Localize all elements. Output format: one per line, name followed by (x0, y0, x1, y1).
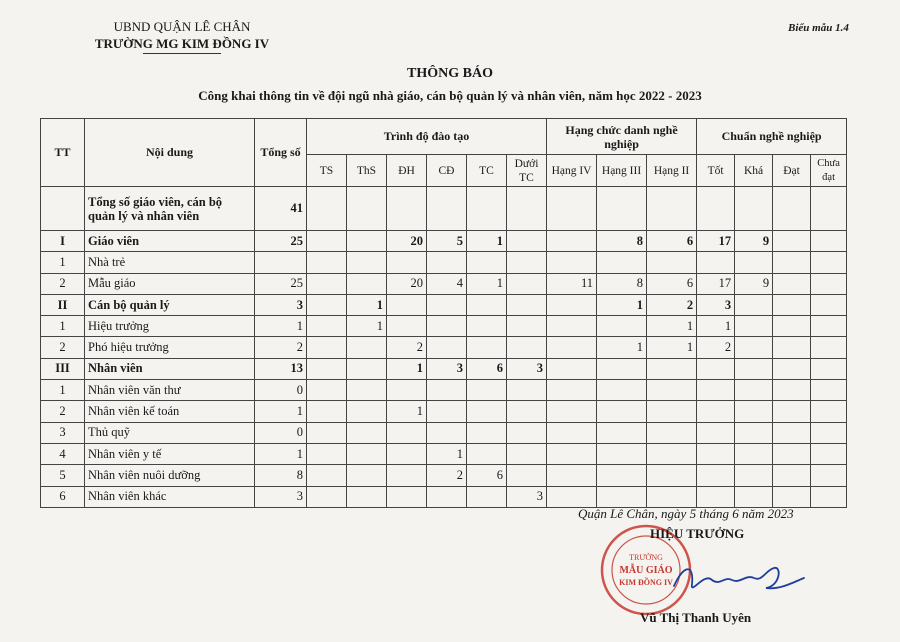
cell-dh: 1 (387, 358, 427, 379)
org-name: UBND QUẬN LÊ CHÂN (113, 19, 251, 34)
col-dh-header: ĐH (387, 155, 427, 187)
cell-tc (467, 294, 507, 315)
cell-tc: 6 (467, 358, 507, 379)
cell-h3 (597, 422, 647, 443)
signer-title: HIỆU TRƯỞNG (650, 526, 745, 541)
cell-ths (347, 252, 387, 273)
table-row (41, 187, 847, 231)
cell-content: Tổng số giáo viên, cán bộ quản lý và nhân viên (85, 187, 255, 231)
cell-tc: 6 (467, 465, 507, 486)
cell-dh (387, 422, 427, 443)
cell-cd (427, 486, 467, 507)
cell-ts (307, 443, 347, 464)
cell-dh: 1 (387, 401, 427, 422)
cell-duoi-tc (507, 422, 547, 443)
cell-h3 (597, 380, 647, 401)
col-ths-header: ThS (347, 155, 387, 187)
cell-dh: 2 (387, 337, 427, 358)
cell-dat (773, 187, 811, 231)
cell-tc: 1 (467, 273, 507, 294)
cell-tot: 17 (697, 273, 735, 294)
col-hang-iv-header: Hạng IV (547, 155, 597, 187)
handwritten-signature (670, 556, 810, 600)
col-content-header: Nội dung (85, 119, 255, 187)
cell-chua-dat (811, 252, 847, 273)
cell-dh: 20 (387, 231, 427, 252)
cell-kha (735, 358, 773, 379)
cell-h2: 1 (647, 337, 697, 358)
cell-h2 (647, 443, 697, 464)
header-left (82, 18, 282, 54)
cell-h3: 1 (597, 294, 647, 315)
cell-ts (307, 316, 347, 337)
cell-ts (307, 486, 347, 507)
cell-duoi-tc (507, 465, 547, 486)
cell-h4 (547, 316, 597, 337)
cell-h2 (647, 358, 697, 379)
cell-ths (347, 358, 387, 379)
cell-cd (427, 316, 467, 337)
cell-kha (735, 443, 773, 464)
table-row (41, 294, 847, 315)
cell-cd: 3 (427, 358, 467, 379)
cell-tt: III (41, 358, 85, 379)
cell-tt: 2 (41, 337, 85, 358)
cell-dat (773, 380, 811, 401)
cell-tot: 1 (697, 316, 735, 337)
cell-cd: 4 (427, 273, 467, 294)
cell-dat (773, 294, 811, 315)
table-row (41, 316, 847, 337)
cell-tot (697, 443, 735, 464)
signer-name: Vũ Thị Thanh Uyên (640, 610, 752, 625)
col-tot-header: Tốt (697, 155, 735, 187)
cell-duoi-tc: 3 (507, 358, 547, 379)
cell-kha (735, 187, 773, 231)
cell-h4 (547, 465, 597, 486)
cell-total: 41 (255, 187, 307, 231)
cell-cd (427, 422, 467, 443)
cell-cd: 5 (427, 231, 467, 252)
cell-duoi-tc (507, 401, 547, 422)
col-tc-header: TC (467, 155, 507, 187)
cell-duoi-tc (507, 316, 547, 337)
cell-tt: 4 (41, 443, 85, 464)
cell-ts (307, 231, 347, 252)
cell-chua-dat (811, 337, 847, 358)
cell-dat (773, 231, 811, 252)
cell-chua-dat (811, 422, 847, 443)
doc-subtitle: Công khai thông tin về đội ngũ nhà giáo, cán bộ quản lý và nhân viên, năm học 2022 - 2023 (198, 88, 702, 103)
cell-chua-dat (811, 358, 847, 379)
cell-h3 (597, 252, 647, 273)
cell-duoi-tc (507, 443, 547, 464)
stamp-line-3: KIM ĐỒNG IV (619, 578, 673, 587)
cell-cd (427, 252, 467, 273)
cell-content: Cán bộ quản lý (85, 294, 255, 315)
table-row (41, 358, 847, 379)
cell-h2: 2 (647, 294, 697, 315)
cell-content: Nhân viên (85, 358, 255, 379)
cell-dat (773, 465, 811, 486)
cell-h3: 8 (597, 231, 647, 252)
cell-tt: 5 (41, 465, 85, 486)
cell-cd: 1 (427, 443, 467, 464)
cell-h3: 1 (597, 337, 647, 358)
col-tt-header: TT (41, 119, 85, 187)
table-row (41, 465, 847, 486)
cell-cd: 2 (427, 465, 467, 486)
cell-kha (735, 422, 773, 443)
form-number: Biểu mẫu 1.4 (788, 22, 849, 34)
cell-ts (307, 401, 347, 422)
cell-tc: 1 (467, 231, 507, 252)
cell-tc (467, 337, 507, 358)
cell-total: 3 (255, 294, 307, 315)
table-row (41, 231, 847, 252)
cell-kha (735, 294, 773, 315)
cell-dat (773, 486, 811, 507)
cell-total: 0 (255, 422, 307, 443)
cell-kha (735, 401, 773, 422)
col-hang-iii-header: Hạng III (597, 155, 647, 187)
cell-chua-dat (811, 273, 847, 294)
cell-tot: 3 (697, 294, 735, 315)
cell-h2: 6 (647, 231, 697, 252)
cell-dh (387, 486, 427, 507)
cell-ths (347, 465, 387, 486)
cell-ths (347, 422, 387, 443)
cell-h4 (547, 294, 597, 315)
cell-h2 (647, 401, 697, 422)
table-row (41, 422, 847, 443)
cell-total: 1 (255, 443, 307, 464)
cell-dh (387, 380, 427, 401)
stamp-line-2: MẪU GIÁO (619, 565, 673, 576)
cell-dat (773, 443, 811, 464)
cell-content: Nhà trẻ (85, 252, 255, 273)
cell-ths (347, 401, 387, 422)
cell-h3 (597, 401, 647, 422)
cell-tc (467, 443, 507, 464)
cell-tt: 1 (41, 252, 85, 273)
cell-content: Nhân viên khác (85, 486, 255, 507)
table-row (41, 486, 847, 507)
cell-tt: 2 (41, 401, 85, 422)
cell-tot (697, 422, 735, 443)
cell-duoi-tc (507, 231, 547, 252)
cell-duoi-tc: 3 (507, 486, 547, 507)
cell-chua-dat (811, 401, 847, 422)
cell-total: 13 (255, 358, 307, 379)
place-date: Quận Lê Chân, ngày 5 tháng 6 năm 2023 (578, 506, 794, 521)
cell-h2: 6 (647, 273, 697, 294)
cell-tot (697, 252, 735, 273)
cell-ths (347, 273, 387, 294)
table-row (41, 252, 847, 273)
cell-dat (773, 273, 811, 294)
cell-dh (387, 443, 427, 464)
cell-tt: 1 (41, 380, 85, 401)
cell-chua-dat (811, 187, 847, 231)
cell-ts (307, 337, 347, 358)
cell-h4 (547, 486, 597, 507)
table-row (41, 443, 847, 464)
cell-duoi-tc (507, 252, 547, 273)
col-kha-header: Khá (735, 155, 773, 187)
group-standard-header: Chuẩn nghề nghiệp (697, 119, 847, 155)
cell-tot: 17 (697, 231, 735, 252)
cell-dh (387, 465, 427, 486)
cell-dat (773, 422, 811, 443)
col-total-header: Tổng số (255, 119, 307, 187)
cell-tt: II (41, 294, 85, 315)
cell-h2 (647, 465, 697, 486)
cell-h3 (597, 443, 647, 464)
cell-dat (773, 401, 811, 422)
cell-tot (697, 486, 735, 507)
cell-h2 (647, 252, 697, 273)
cell-chua-dat (811, 294, 847, 315)
cell-content: Nhân viên nuôi dưỡng (85, 465, 255, 486)
stamp-line-1: TRƯỜNG (629, 553, 663, 562)
cell-ths (347, 486, 387, 507)
cell-ths (347, 443, 387, 464)
cell-h4 (547, 252, 597, 273)
group-training-header: Trình độ đào tạo (307, 119, 547, 155)
staff-table (40, 118, 847, 508)
cell-content: Hiệu trưởng (85, 316, 255, 337)
cell-tot (697, 465, 735, 486)
cell-duoi-tc (507, 337, 547, 358)
cell-h4 (547, 187, 597, 231)
cell-h3: 8 (597, 273, 647, 294)
cell-tc (467, 401, 507, 422)
cell-kha (735, 252, 773, 273)
cell-dat (773, 316, 811, 337)
cell-ts (307, 380, 347, 401)
cell-tot (697, 358, 735, 379)
cell-cd (427, 187, 467, 231)
cell-chua-dat (811, 465, 847, 486)
cell-kha (735, 316, 773, 337)
cell-cd (427, 337, 467, 358)
table-row (41, 380, 847, 401)
cell-h3 (597, 465, 647, 486)
doc-title: THÔNG BÁO (407, 66, 493, 81)
cell-ts (307, 422, 347, 443)
cell-tc (467, 486, 507, 507)
cell-total: 25 (255, 231, 307, 252)
cell-h3 (597, 358, 647, 379)
cell-kha (735, 337, 773, 358)
cell-duoi-tc (507, 294, 547, 315)
cell-ths (347, 231, 387, 252)
cell-tc (467, 380, 507, 401)
cell-ts (307, 252, 347, 273)
cell-total: 25 (255, 273, 307, 294)
cell-ths (347, 337, 387, 358)
cell-duoi-tc (507, 187, 547, 231)
cell-ths (347, 380, 387, 401)
cell-content: Phó hiệu trưởng (85, 337, 255, 358)
cell-h4 (547, 443, 597, 464)
cell-tt: 3 (41, 422, 85, 443)
cell-tc (467, 316, 507, 337)
cell-dat (773, 358, 811, 379)
cell-ts (307, 294, 347, 315)
col-ts-header: TS (307, 155, 347, 187)
cell-total (255, 252, 307, 273)
cell-h4 (547, 422, 597, 443)
cell-tt: 6 (41, 486, 85, 507)
col-chua-dat-header: Chưa đạt (811, 155, 847, 187)
cell-kha (735, 380, 773, 401)
cell-h2 (647, 486, 697, 507)
cell-h2 (647, 422, 697, 443)
cell-tt: 1 (41, 316, 85, 337)
table-row (41, 337, 847, 358)
cell-kha (735, 465, 773, 486)
table-row (41, 273, 847, 294)
cell-dat (773, 337, 811, 358)
cell-tot (697, 401, 735, 422)
cell-dh (387, 252, 427, 273)
cell-chua-dat (811, 316, 847, 337)
cell-kha (735, 486, 773, 507)
cell-duoi-tc (507, 380, 547, 401)
cell-h3 (597, 316, 647, 337)
cell-dh: 20 (387, 273, 427, 294)
cell-total: 2 (255, 337, 307, 358)
cell-h4: 11 (547, 273, 597, 294)
cell-h4 (547, 380, 597, 401)
cell-content: Thủ quỹ (85, 422, 255, 443)
cell-ts (307, 465, 347, 486)
cell-ths (347, 187, 387, 231)
cell-total: 0 (255, 380, 307, 401)
cell-ts (307, 273, 347, 294)
cell-ths: 1 (347, 316, 387, 337)
cell-total: 1 (255, 401, 307, 422)
cell-content: Nhân viên y tế (85, 443, 255, 464)
cell-h3 (597, 187, 647, 231)
cell-duoi-tc (507, 273, 547, 294)
cell-h4 (547, 401, 597, 422)
col-duoi-tc-header: Dưới TC (507, 155, 547, 187)
cell-dh (387, 316, 427, 337)
cell-dh (387, 294, 427, 315)
group-rank-header: Hạng chức danh nghề nghiệp (547, 119, 697, 155)
cell-cd (427, 380, 467, 401)
col-hang-ii-header: Hạng II (647, 155, 697, 187)
cell-ts (307, 187, 347, 231)
cell-content: Mẫu giáo (85, 273, 255, 294)
cell-ths: 1 (347, 294, 387, 315)
cell-tc (467, 252, 507, 273)
cell-tt: 2 (41, 273, 85, 294)
cell-dh (387, 187, 427, 231)
cell-total: 3 (255, 486, 307, 507)
cell-tt (41, 187, 85, 231)
cell-tc (467, 422, 507, 443)
cell-h2: 1 (647, 316, 697, 337)
cell-content: Nhân viên văn thư (85, 380, 255, 401)
col-dat-header: Đạt (773, 155, 811, 187)
cell-h4 (547, 231, 597, 252)
cell-chua-dat (811, 380, 847, 401)
cell-h3 (597, 486, 647, 507)
cell-content: Nhân viên kế toán (85, 401, 255, 422)
cell-cd (427, 294, 467, 315)
cell-content: Giáo viên (85, 231, 255, 252)
cell-chua-dat (811, 231, 847, 252)
cell-h2 (647, 187, 697, 231)
cell-cd (427, 401, 467, 422)
col-cd-header: CĐ (427, 155, 467, 187)
cell-tot (697, 187, 735, 231)
cell-chua-dat (811, 486, 847, 507)
cell-tot (697, 380, 735, 401)
cell-h4 (547, 337, 597, 358)
school-underline (143, 53, 221, 54)
table-row (41, 401, 847, 422)
cell-tot: 2 (697, 337, 735, 358)
cell-kha: 9 (735, 273, 773, 294)
cell-dat (773, 252, 811, 273)
cell-tc (467, 187, 507, 231)
cell-total: 1 (255, 316, 307, 337)
cell-total: 8 (255, 465, 307, 486)
school-name: TRƯỜNG MG KIM ĐỒNG IV (94, 36, 270, 51)
cell-kha: 9 (735, 231, 773, 252)
cell-h2 (647, 380, 697, 401)
cell-chua-dat (811, 443, 847, 464)
cell-ts (307, 358, 347, 379)
cell-h4 (547, 358, 597, 379)
cell-tt: I (41, 231, 85, 252)
